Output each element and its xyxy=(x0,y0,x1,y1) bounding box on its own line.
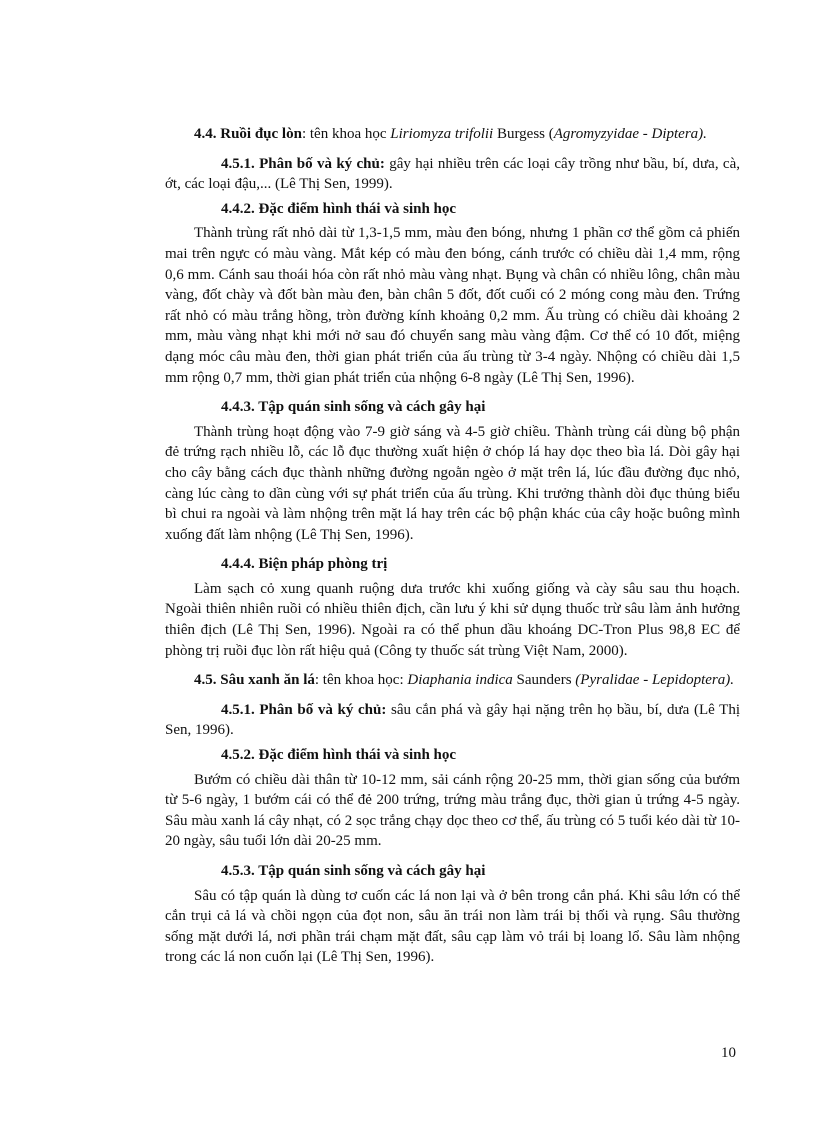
paragraph-text: gây hại nhiều trên các loại cây trồng như bầu, bí, dưa, cà, ớt, các loại đậu,... (Lê Thị Sen, 1999). xyxy=(165,155,740,193)
scientific-name: Diaphania indica xyxy=(407,672,513,689)
habits-paragraph-2: Sâu có tập quán là dùng tơ cuốn các lá non lại và ở bên trong cắn phá. Khi sâu lớn có thể cắn trụi cả lá và chồi ngọn của đọt non, sâu ăn trái non làm trái bị thối và rụng. Sâu thường sống mặt dưới lá, nơi phần trái chạm mặt đất, sâu cạp làm vỏ trái bị loang lổ. Sâu làm nhộng trong các lá non cuốn lại (Lê Thị Sen, 1996). xyxy=(165,887,740,966)
subsection-heading-morphology-2: 4.5.2. Đặc điểm hình thái và sinh học xyxy=(221,747,457,764)
section-heading: 4.5. Sâu xanh ăn lá xyxy=(194,672,315,689)
taxonomic-family: (Pyralidae - Lepidoptera). xyxy=(575,672,735,689)
section-heading: 4.4. Ruồi đục lòn xyxy=(194,126,302,142)
subsection-heading-morphology: 4.4.2. Đặc điểm hình thái và sinh học xyxy=(221,200,457,217)
control-paragraph: Làm sạch cỏ xung quanh ruộng dưa trước khi xuống giống và cày sâu sau thu hoạch. Ngoài thiên nhiên ruồi có nhiều thiên địch, cần lưu ý khi sử dụng thuốc trừ sâu làm ảnh hưởng thiên địch (Lê Thị Sen, 1996). Ngoài ra có thể phun dầu khoáng DC-Tron Plus 98,8 EC để phòng trị ruồi đục lòn rất hiệu quả (Công ty thuốc sát trùng Việt Nam, 2000). xyxy=(165,580,740,659)
taxonomic-family: Agromyzyidae - Diptera). xyxy=(553,126,707,142)
section-lead: : tên khoa học xyxy=(301,126,391,142)
page-number: 10 xyxy=(721,1045,736,1061)
subsection-heading: 4.5.1. Phân bố và ký chủ: xyxy=(221,701,387,718)
distribution-paragraph xyxy=(165,154,740,195)
morphology-paragraph-2: Bướm có chiều dài thân từ 10-12 mm, sải cánh rộng 20-25 mm, thời gian sống của bướm từ 5-6 ngày, 1 bướm cái có thể đẻ 200 trứng, trứng màu trắng đục, thời gian ủ trứng 4-5 ngày. Sâu màu xanh lá cây nhạt, có 2 sọc trắng chạy dọc theo cơ thể, ấu trùng có 5 tuổi kéo dài từ 10-20 ngày, sâu tuổi lớn dài 20-25 mm. xyxy=(165,771,740,850)
page-content xyxy=(165,124,740,977)
section-lead: : tên khoa học: xyxy=(314,672,408,689)
paragraph-text: sâu cắn phá và gây hại nặng trên họ bầu, bí, dưa (Lê Thị Sen, 1996). xyxy=(165,701,740,739)
author-name: Saunders xyxy=(512,672,576,689)
section-title-ruoi-duc-lon xyxy=(165,124,740,145)
section-title-sau-xanh xyxy=(165,670,740,691)
distribution-paragraph-2 xyxy=(165,700,740,741)
subsection-heading: 4.5.1. Phân bố và ký chủ: xyxy=(221,155,385,172)
subsection-heading-control: 4.4.4. Biện pháp phòng trị xyxy=(221,556,388,573)
morphology-paragraph: Thành trùng rất nhỏ dài từ 1,3-1,5 mm, màu đen bóng, nhưng 1 phần cơ thể gồm cả phiến mai trên ngực có màu vàng. Mắt kép có màu đen bóng, cánh trước có chiều dài 1,4 mm, rộng 0,6 mm. Cánh sau thoái hóa còn rất nhỏ màu vàng nhạt. Bụng và chân có nhiều lông, chân màu vàng, đốt chày và đốt bàn màu đen, bàn chân 5 đốt, đốt cuối có 2 móng cong màu đen. Trứng rất nhỏ có màu trắng hồng, tròn đường kính khoảng 0,2 mm. Ấu trùng có chiều dài khoảng 2 mm, màu vàng nhạt khi mới nở sau đó chuyển sang màu vàng đậm. Cơ thể có 10 đốt, miệng dạng móc câu màu đen, thời gian phát triển của ấu trùng từ 3-4 ngày. Nhộng có chiều dài 1,5 mm rộng 0,7 mm, thời gian phát triển của nhộng 6-8 ngày (Lê Thị Sen, 1996). xyxy=(165,225,740,386)
subsection-heading-habits-2: 4.5.3. Tập quán sinh sống và cách gây hại xyxy=(221,863,486,879)
subsection-heading-habits: 4.4.3. Tập quán sinh sống và cách gây hại xyxy=(221,399,486,416)
author-name: Burgess ( xyxy=(493,126,554,142)
scientific-name: Liriomyza trifolii xyxy=(390,126,494,142)
habits-paragraph: Thành trùng hoạt động vào 7-9 giờ sáng và 4-5 giờ chiều. Thành trùng cái dùng bộ phận đẻ trứng rạch nhiều lỗ, các lỗ đục thường xuất hiện ở chóp lá hay dọc theo bìa lá. Dòi gây hại cho cây bằng cách đục thành những đường ngoằn ngèo ở mặt trên lá, lúc đầu đường đục nhỏ, càng lúc càng to dần cùng với sự phát triển của ấu trùng. Khi trưởng thành dòi đục thủng biểu bì chui ra ngoài và làm nhộng trên mặt lá hay trên các bộ phận khác của cây hoặc buông mình xuống đất làm nhộng (Lê Thị Sen, 1996). xyxy=(165,423,740,543)
